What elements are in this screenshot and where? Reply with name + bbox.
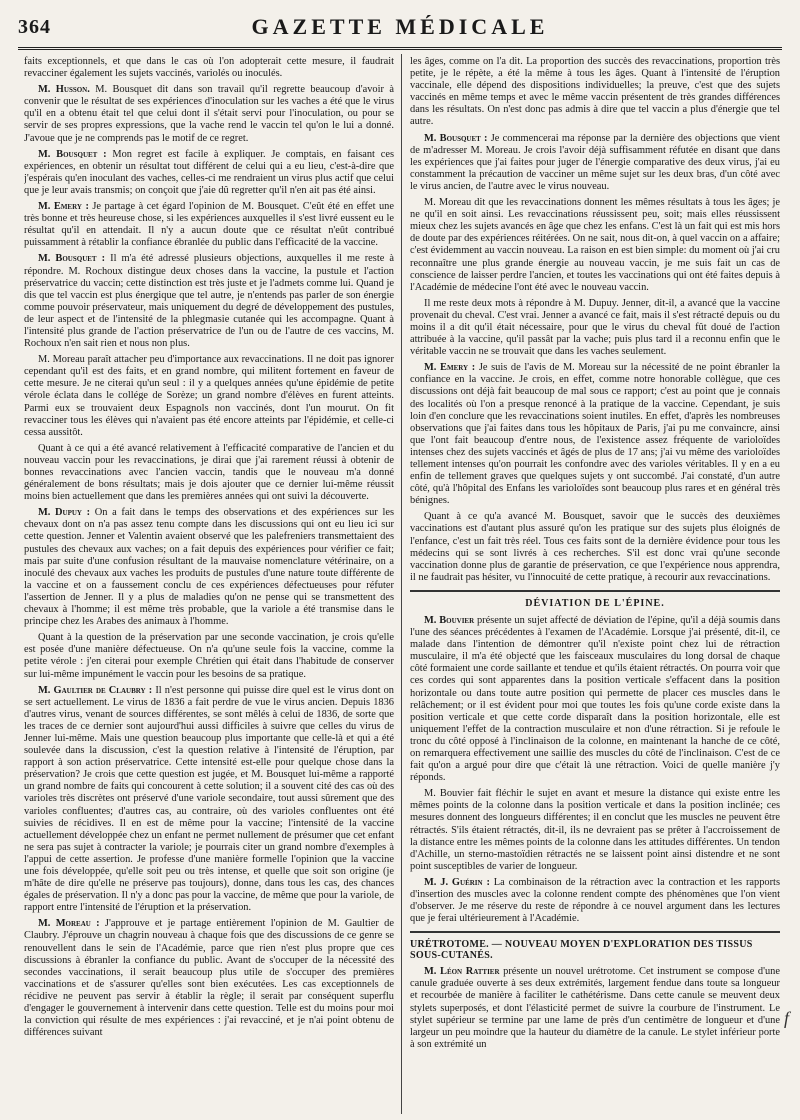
section-separator	[410, 931, 780, 933]
paragraph-text: Je suis de l'avis de M. Moreau sur la nécessité de ne point ébranler la confiance en la vaccine. Je crois, en effet, comme notre honorable collègue, que ces discussions ont déjà fait beaucoup de mal sous ce rapport; c'est au point que je connais des localités où l'on a presque renoncé à la pratique de la vaccine. Cependant, je suis loin d'en conclure que les revaccinations soient inutiles. En effet, d'après les nombreuses observations que j'ai faites dans tous les hôpitaux de Paris, j'ai pu me convaincre, ainsi que l'ont fait beaucoup d'entre nous, de l'existence assez fréquente de varioloïdes intenses chez des sujets vaccinés et âgés de plus de 17 ans; j'ai vu même des varioloïdes tellement intenses qu'on pourrait les confondre avec des varioles véritables. Il y en a eu enfin de tellement graves que quelques sujets y ont succombé. J'ai constaté, d'un autre côté, qu'à l'hôpital des Enfans les varioloïdes sont beaucoup plus rares et en général très bénignes.	[410, 362, 780, 507]
paragraph	[24, 507, 394, 628]
publication-title: GAZETTE MÉDICALE	[251, 14, 549, 39]
section-separator	[410, 590, 780, 592]
paragraph-text: M. Moreau paraît attacher peu d'importance aux revaccinations. Il ne doit pas ignorer cependant qu'il est des faits, et en grand nombre, qui militent fortement en faveur de cette mesure. Je ne citerai qu'un seul : il y a quelques années qu'une épidémie de petite vérole éclata dans le collége de Sorèze; un grand nombre d'élèves en furent atteints. Parmi eux se trouvaient deux Espagnols non vaccinés, dont l'un mourut. On fit revacciner tous les élèves qui n'avaient pas été encore atteints par l'épidémie, et celle-ci cessa aussitôt.	[24, 354, 394, 438]
paragraph-text: Quant à ce qui a été avancé relativement à l'efficacité comparative de l'ancien et du nouveau vaccin pour les revaccinations, je dirai que j'ai rarement réussi à obtenir de bonnes revaccinations avec l'ancien vaccin, tandis que le nouveau m'a donné généralement de bons résultats; mais je dois ajouter que ce dernier lui-même réussit moins bien actuellement que dans les premières années qui ont suivi la découverte.	[24, 442, 394, 503]
speaker-name: M. J. Guérin :	[424, 876, 490, 888]
paragraph-text: présente un nouvel urétrotome. Cet instrument se compose d'une canule graduée ouverte à ses deux extrémités, largement fendue dans toute sa longueur et recourbée de manière à faciliter le cathétérisme. Dans cette canule se meuvent deux stylets superposés, et dont l'élasticité permet de suivre la courbure de l'instrument. Le stylet supérieur se termine par une lame de près d'un centimètre de longueur et d'une largeur un peu moindre que la hauteur du diamètre de la canule. Le stylet inférieur porte à son extrémité un	[410, 966, 780, 1050]
paragraph	[410, 133, 780, 193]
paragraph	[24, 253, 394, 350]
paragraph-text: Quant à la question de la préservation par une seconde vaccination, je crois qu'elle est posée d'une manière défectueuse. On n'a qu'une seule fois la vaccine, comme la petite vérole : j'en citerai pour exemple Chrétien qui était dans l'habitude de conserver sur lui-même impunément le vaccin pour les besoins de sa pratique.	[24, 632, 394, 680]
paragraph-text: Il m'a été adressé plusieurs objections, auxquelles il me reste à répondre. M. Rochoux distingue deux choses dans la vaccine, la pustule et l'action préservatrice du vaccin; cette distinction est très juste et je l'admets comme lui. Quand je dis que tel vaccin est plus énergique que tel autre, je n'entends pas parler de son énergie comme pouvoir préservateur, mais uniquement du degré de développement des pustules, de leur aspect et de l'intensité de la phlegmasie cutanée qui les accompagne. Quant à l'intensité plus grande de l'action préservatrice de l'un ou de l'autre de ces vaccins, M. Rochoux n'en sait rien et nous non plus.	[24, 253, 394, 350]
paragraph-text: Mon regret est facile à expliquer. Je comptais, en faisant ces expériences, en obtenir un résultat tout différent de celui qui a eu lieu, c'est-à-dire que j'espérais qu'en inoculant des vaches, celles-ci me rendraient un virus plus actif que celui que je leur avais transmis; on conçoit que j'aie dû regretter qu'il n'en ait pas été ainsi.	[24, 148, 394, 196]
speaker-name: M. Bousquet :	[38, 148, 107, 160]
paragraph	[24, 443, 394, 503]
paragraph	[410, 966, 780, 1051]
paragraph	[24, 685, 394, 915]
paragraph	[24, 149, 394, 197]
paragraph	[410, 197, 780, 294]
header-rule	[18, 47, 782, 50]
paragraph-text: J'approuve et je partage entièrement l'opinion de M. Gaultier de Claubry. J'éprouve un chagrin nouveau à chaque fois que des discussions de ce genre se renouvellent dans le sein de l'Académie, parce que rien n'est plus propre que ces discussions à ébranler la confiance du public. Avant de s'occuper de la nécessité des secondes vaccinations, il serait beaucoup plus utile de s'occuper des premières vaccinations et de s'assurer qu'elles sont bien exécutées. Les cas exceptionnels de récidive ne peuvent pas servir à établir la règle; il serait par conséquent superflu d'engager le gouvernement à intervenir dans cette question. Telle est du moins pour moi la conviction qui résulte de mes expériences : j'ai revacciné, et je n'ai point obtenu de différences suivant	[24, 918, 394, 1039]
paragraph	[410, 511, 780, 584]
section-heading-uretrotome: URÉTROTOME. — NOUVEAU MOYEN D'EXPLORATION DES TISSUS SOUS-CUTANÉS.	[410, 939, 753, 962]
speaker-name: M. Emery :	[38, 201, 89, 213]
paragraph	[24, 84, 394, 144]
left-column	[24, 56, 394, 1114]
paragraph-text: M. Bouvier fait fléchir le sujet en avant et mesure la distance qui existe entre les mêmes points de la colonne dans la position verticale et dans la position inclinée; ces mesures donnent des longueurs différentes; il en conclut que les muscles ne peuvent être rétractés. S'ils étaient rétractés, dit-il, ils ne devraient pas se prêter à l'accroissement de la distance entre les mêmes points de la colonne dans les attitudes différentes. Un tendon d'Achille, un sterno-mastoïdien rétractés ne se laissent point ainsi distendre et ne sont point susceptibles de varier de longueur.	[410, 788, 780, 872]
paragraph	[24, 918, 394, 1039]
speaker-name: M. Husson.	[38, 84, 90, 96]
paragraph	[410, 615, 780, 784]
speaker-name: M. Léon Rattier	[424, 966, 500, 978]
speaker-name: M. Gaultier de Claubry :	[38, 684, 153, 696]
paragraph	[410, 877, 780, 925]
paragraph-text: On a fait dans le temps des observations et des expériences sur les chevaux dont on n'a pas assez tenu compte dans les discussions qui ont eu lieu ici sur cette question. Jenner et Valentin avaient observé que les palefreniers transmettaient des pustules des chevaux aux vaches; on a fait depuis des expériences pour vérifier ce fait; mais par suite d'une confusion résultant de la mauvaise nomenclature vétérinaire, on a inoculé des chevaux aux vaches les produits de pustules d'une nature toute différente de la vaccine et on a faussement conclu de ces expériences défectueuses pour réfuter l'assertion de Jenner. Il y a plus de maladies qu'on ne pense qui se transmettent des chevaux à l'homme; il est même très probable, que la variole a été transmise dans le principe chez les Arabes des animaux à l'homme.	[24, 507, 394, 628]
speaker-name: M. Moreau :	[38, 918, 100, 930]
paragraph-text: M. Moreau dit que les revaccinations donnent les mêmes résultats à tous les âges; je ne qu'il en soit ainsi. Les revaccinations réussissent peu, soit; mais elles réussissent mieux chez les sujets avancés en âge que chez les enfans. C'est là un fait qui est mis hors de doute par des expériences réitérées. On ne sait, nous dit-on, à quel vaccin on a affaire; c'est évidemment au vaccin nouveau. La raison en est bien simple: du moment où j'ai cru reconnaître une plus grande énergie au nouveau vaccin, je me suis fait un cas de conscience de laisser perdre l'ancien, et toutes les vaccinations qui ont été faites depuis à l'Académie de médecine l'ont été avec le nouveau vaccin.	[410, 197, 780, 293]
column-divider	[401, 54, 402, 1114]
paragraph-text: Il me reste deux mots à répondre à M. Dupuy. Jenner, dit-il, a avancé que la vaccine provenait du cheval. C'est vrai. Jenner a avancé ce fait, mais il s'est rétracté depuis ou du moins il a dit qu'il était nécessaire, pour que le virus du cheval fût doué de l'action attribuée à la vaccine, qu'il passât par la vache; puis plus tard il a reconnu enfin que le véritable vaccin ne se trouvait que dans les vaches seulement.	[410, 297, 780, 358]
paragraph	[410, 298, 780, 358]
paragraph	[410, 362, 780, 507]
paragraph	[24, 201, 394, 249]
paragraph-text: Il n'est personne qui puisse dire quel est le virus dont on se sert actuellement. Le virus de 1836 a fait perdre de vue le virus ancien. Depuis 1836 d'autres virus, venant de sources différentes, se sont mêlés à celui de 1836, de sorte que les traces de ce dernier sont aujourd'hui aussi difficiles à suivre que celles du virus de Jenner lui-même. Mais une question beaucoup plus importante que celle-là et qui a été soulevée dans la discussion, c'est la question relative à l'intensité de l'éruption, par rapport à son action préservatrice. Cette intensité est-elle pour quelque chose dans la préservation? Je crois que cette question est jugée, et M. Bousquet lui-même a rapporté un grand nombre de faits qui concourent à cette solution; il a souvent cité des cas où des varioles très discrètes ont préservé d'une variole secondaire, tout aussi sûrement que des varioles confluentes; d'autres cas, au contraire, où des varioles confluentes ont été suivies de récidives. Il en est de même pour la vaccine; l'intensité de la vaccine actuellement développée chez un enfant ne permet nullement de présumer que cet enfant ne sera pas sujet à contracter la variole; je pourrais citer un grand nombre d'exemples à l'appui de cette assertion. Je professe d'une manière formelle l'opinion que la vaccine une fois développée, qu'elle soit peu ou très intense, et quelle que soit son origine (je m'hâte de dire qu'elle ne préserve pas toujours), donne, dans tous les cas, des chances égales de préservation. Il n'y a donc pas pour la vaccine, de même que pour la variole, de rapport entre l'intensité de l'éruption et la préservation.	[24, 684, 394, 914]
speaker-name: M. Dupuy :	[38, 507, 91, 519]
handwritten-margin-mark: f	[784, 1008, 790, 1028]
page-header	[18, 12, 782, 48]
speaker-name: M. Bouvier	[424, 614, 475, 626]
right-column	[410, 56, 780, 1114]
speaker-name: M. Bousquet :	[424, 132, 488, 144]
paragraph-text: faits exceptionnels, et que dans le cas où l'on adopterait cette mesure, il faudrait revacciner également les sujets vaccinés, variolés ou inoculés.	[24, 56, 394, 80]
paragraph-text: Je commencerai ma réponse par la dernière des objections que vient de m'adresser M. Moreau. Je crois l'avoir déjà suffisamment réfutée en disant que dans les expériences que j'ai faites pour juger de l'énergie comparative des deux virus, j'ai eu constamment la précaution de vacciner un même sujet sur les deux bras, d'un côté avec le virus ancien, de l'autre avec le virus nouveau.	[410, 132, 780, 192]
paragraph-text: les âges, comme on l'a dit. La proportion des succès des revaccinations, proportion très petite, je le répète, a été la même à tous les âges. Quant à l'intensité de l'éruption vaccinale, elle dépend des dispositions individuelles; la preuve, c'est que des sujets vaccinés en même temps et avec le même vaccin présentent de très grandes différences dans les résultats. On n'est donc pas admis à dire que tel vaccin a plus d'énergie que tel autre.	[410, 56, 780, 128]
paragraph-text: présente un sujet affecté de déviation de l'épine, qu'il a déjà soumis dans l'une des séances précédentes à l'examen de l'Académie. Lorsque j'ai présenté, dit-il, ce malade dans l'intention de démontrer qu'il n'existe point chez lui de rétraction musculaire, il m'a été objecté que les faisceaux musculaires du long dorsal de chaque côté formaient une corde saillante et tendue et qu'ils étaient rétractés. On pourra voir que ces cordes qui sont apparentes dans la position verticale s'effacent dans la position horizontale ou dans toute autre position qui permette de placer ces muscles dans le relâchement; or il est évident pour moi que toutes les fois qu'une corde existe dans la position verticale et que cette corde disparaît dans la position horizontale, elle est uniquement l'effet de la contraction musculaire et non d'une rétraction. Si je refoule le tronc du côté opposé à l'inclinaison de la colonne, en maintenant la hanche de ce côté, on remarquera effectivement une saillie des muscles du côté de l'inclinaison. C'est de ce fait qu'on a argué pour dire que c'était là une rétraction. Voici de quelle manière j'y réponds.	[410, 614, 780, 784]
page-number: 364	[18, 16, 51, 38]
paragraph-text: Je partage à cet égard l'opinion de M. Bousquet. C'eût été en effet une très bonne et très heureuse chose, si les expériences auxquelles il s'est livré eussent eu le résultat qu'il en attendait. Il n'y a aucun doute que ce résultat n'eût contribué puissamment à rétablir la confiance ébranlée du public dans l'efficacité de la vaccine.	[24, 201, 394, 249]
paragraph	[24, 632, 394, 680]
paragraph	[24, 354, 394, 439]
paragraph-text: Quant à ce qu'a avancé M. Bousquet, savoir que le succès des deuxièmes vaccinations est d'autant plus assuré qu'on les pratique sur des sujets plus éloignés de l'enfance, c'est un fait très réel. Tous ces faits sont de la dernière évidence pour tous les médecins qui se sont livrés à ces recherches. S'il est donc vrai qu'une seconde vaccination donne plus de garantie de préservation, ce que l'expérience nous apprendra, il ne faudrait pas hésiter, vu l'innocuité de cette pratique, à recourir aux revaccinations.	[410, 511, 780, 583]
section-heading-epine: DÉVIATION DE L'ÉPINE.	[525, 597, 665, 609]
paragraph	[410, 56, 780, 129]
paragraph	[24, 56, 394, 80]
paragraph-text: La combinaison de la rétraction avec la contraction et les rapports d'insertion des muscles avec la colonne rendent compte des phénomènes que l'on vient d'observer. Je me réserve du reste de répondre à ce nouvel argument dans les lectures que je ferai ultérieurement à l'Académie.	[410, 876, 780, 925]
paragraph-text: M. Bousquet dit dans son travail qu'il regrette beaucoup d'avoir à convenir que le résultat de ses expériences d'inoculation sur les vaches a été que le virus qu'il en a obtenu était tel que celui dont il s'était servi pour l'inoculation, ou pour se servir de ses propres expressions, que la vache rend le vaccin tel qu'on le lui a donné. J'avoue que je ne comprends pas le motif de ce regret.	[24, 84, 394, 144]
paragraph	[410, 788, 780, 873]
speaker-name: M. Emery :	[424, 362, 476, 374]
speaker-name: M. Bousquet :	[38, 253, 106, 265]
